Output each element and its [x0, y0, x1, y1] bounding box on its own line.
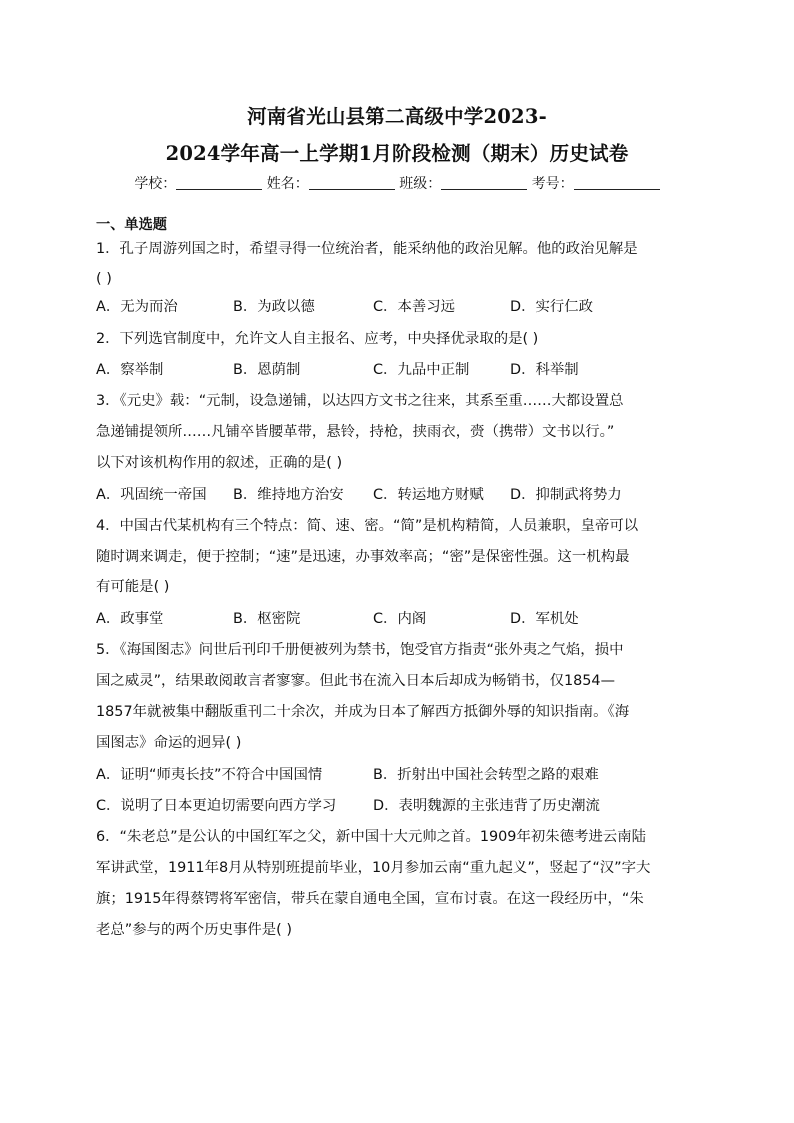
- q1-option-b: B．为政以德: [233, 299, 315, 315]
- q2-option-d: D．科举制: [510, 362, 579, 378]
- q2-option-a: A．察举制: [96, 362, 164, 378]
- q5-option-b: B．折射出中国社会转型之路的艰难: [373, 767, 599, 783]
- q6-stem-line4: 老总”参与的两个历史事件是( ): [96, 922, 292, 938]
- number-blank[interactable]: [574, 175, 660, 190]
- q5-stem-line4: 国图志》命运的迥异( ): [96, 735, 242, 751]
- number-label: 考号：: [531, 176, 574, 192]
- q6-stem-line2: 军讲武堂，1911年8月从特别班提前毕业，10月参加云南“重九起义”，竖起了“汉”字大: [96, 860, 651, 876]
- q4-option-d: D．军机处: [510, 611, 579, 627]
- exam-title-line2: 2024学年高一上学期1月阶段检测（期末）历史试卷: [165, 142, 629, 165]
- exam-title-line1: 河南省光山县第二高级中学2023-: [247, 105, 547, 128]
- q1-stem-line2: ( ): [96, 271, 112, 287]
- q4-stem-line3: 有可能是( ): [96, 579, 170, 595]
- q5-stem-line3: 1857年就被集中翻版重刊二十余次，并成为日本了解西方抵御外辱的知识指南。《海: [96, 704, 630, 720]
- q4-stem-line1: 4．中国古代某机构有三个特点：简、速、密。“简”是机构精简，人员兼职，皇帝可以: [96, 518, 639, 534]
- q3-stem-line1: 3．《元史》载：“元制，设急递铺，以达四方文书之往来，其系至重……大都设置总: [96, 393, 624, 409]
- q1-option-a: A．无为而治: [96, 299, 178, 315]
- q1-option-d: D．实行仁政: [510, 299, 594, 315]
- school-blank[interactable]: [176, 175, 262, 190]
- q5-option-d: D．表明魏源的主张违背了历史潮流: [373, 798, 600, 814]
- student-info-row: [0, 173, 794, 193]
- q3-option-b: B．维持地方治安: [233, 487, 344, 503]
- q3-stem-line3: 以下对该机构作用的叙述，正确的是( ): [96, 455, 343, 471]
- q2-option-b: B．恩荫制: [233, 362, 301, 378]
- q4-option-b: B．枢密院: [233, 611, 301, 627]
- q1-option-c: C．本善习远: [373, 299, 456, 315]
- section-heading: 一、单选题: [96, 217, 167, 233]
- q5-stem-line2: 国之威灵”，结果敢阅敢言者寥寥。但此书在流入日本后却成为畅销书，仅1854—: [96, 673, 615, 689]
- q6-stem-line3: 旗；1915年得蔡锷将军密信，带兵在蒙自通电全国，宣布讨袁。在这一段经历中，“朱: [96, 891, 644, 907]
- q4-stem-line2: 随时调来调走，便于控制；“速”是迅速，办事效率高；“密”是保密性强。这一机构最: [96, 549, 630, 565]
- q3-option-c: C．转运地方财赋: [373, 487, 484, 503]
- class-blank[interactable]: [441, 175, 527, 190]
- q3-option-d: D．抑制武将势力: [510, 487, 622, 503]
- q5-stem-line1: 5．《海国图志》问世后刊印千册便被列为禁书，饱受官方指责“张外夷之气焰，损中: [96, 642, 624, 658]
- q2-option-c: C．九品中正制: [373, 362, 470, 378]
- q4-option-a: A．政事堂: [96, 611, 164, 627]
- q6-stem-line1: 6．“朱老总”是公认的中国红军之父，新中国十大元帅之首。1909年初朱德考进云南陆: [96, 829, 646, 845]
- q3-stem-line2: 急递铺提领所……凡铺卒皆腰革带，悬铃，持枪，挟雨衣，赍（携带）文书以行。”: [96, 424, 615, 440]
- q3-option-a: A．巩固统一帝国: [96, 487, 207, 503]
- q5-option-a: A．证明“师夷长技”不符合中国国情: [96, 767, 323, 783]
- name-label: 姓名：: [266, 176, 309, 192]
- q5-option-c: C．说明了日本更迫切需要向西方学习: [96, 798, 337, 814]
- q2-stem-line1: 2．下列选官制度中，允许文人自主报名、应考，中央择优录取的是( ): [96, 331, 539, 347]
- q4-option-c: C．内阁: [373, 611, 427, 627]
- q1-stem-line1: 1．孔子周游列国之时，希望寻得一位统治者，能采纳他的政治见解。他的政治见解是: [96, 241, 638, 257]
- name-blank[interactable]: [309, 175, 395, 190]
- school-label: 学校：: [134, 176, 177, 192]
- class-label: 班级：: [399, 176, 442, 192]
